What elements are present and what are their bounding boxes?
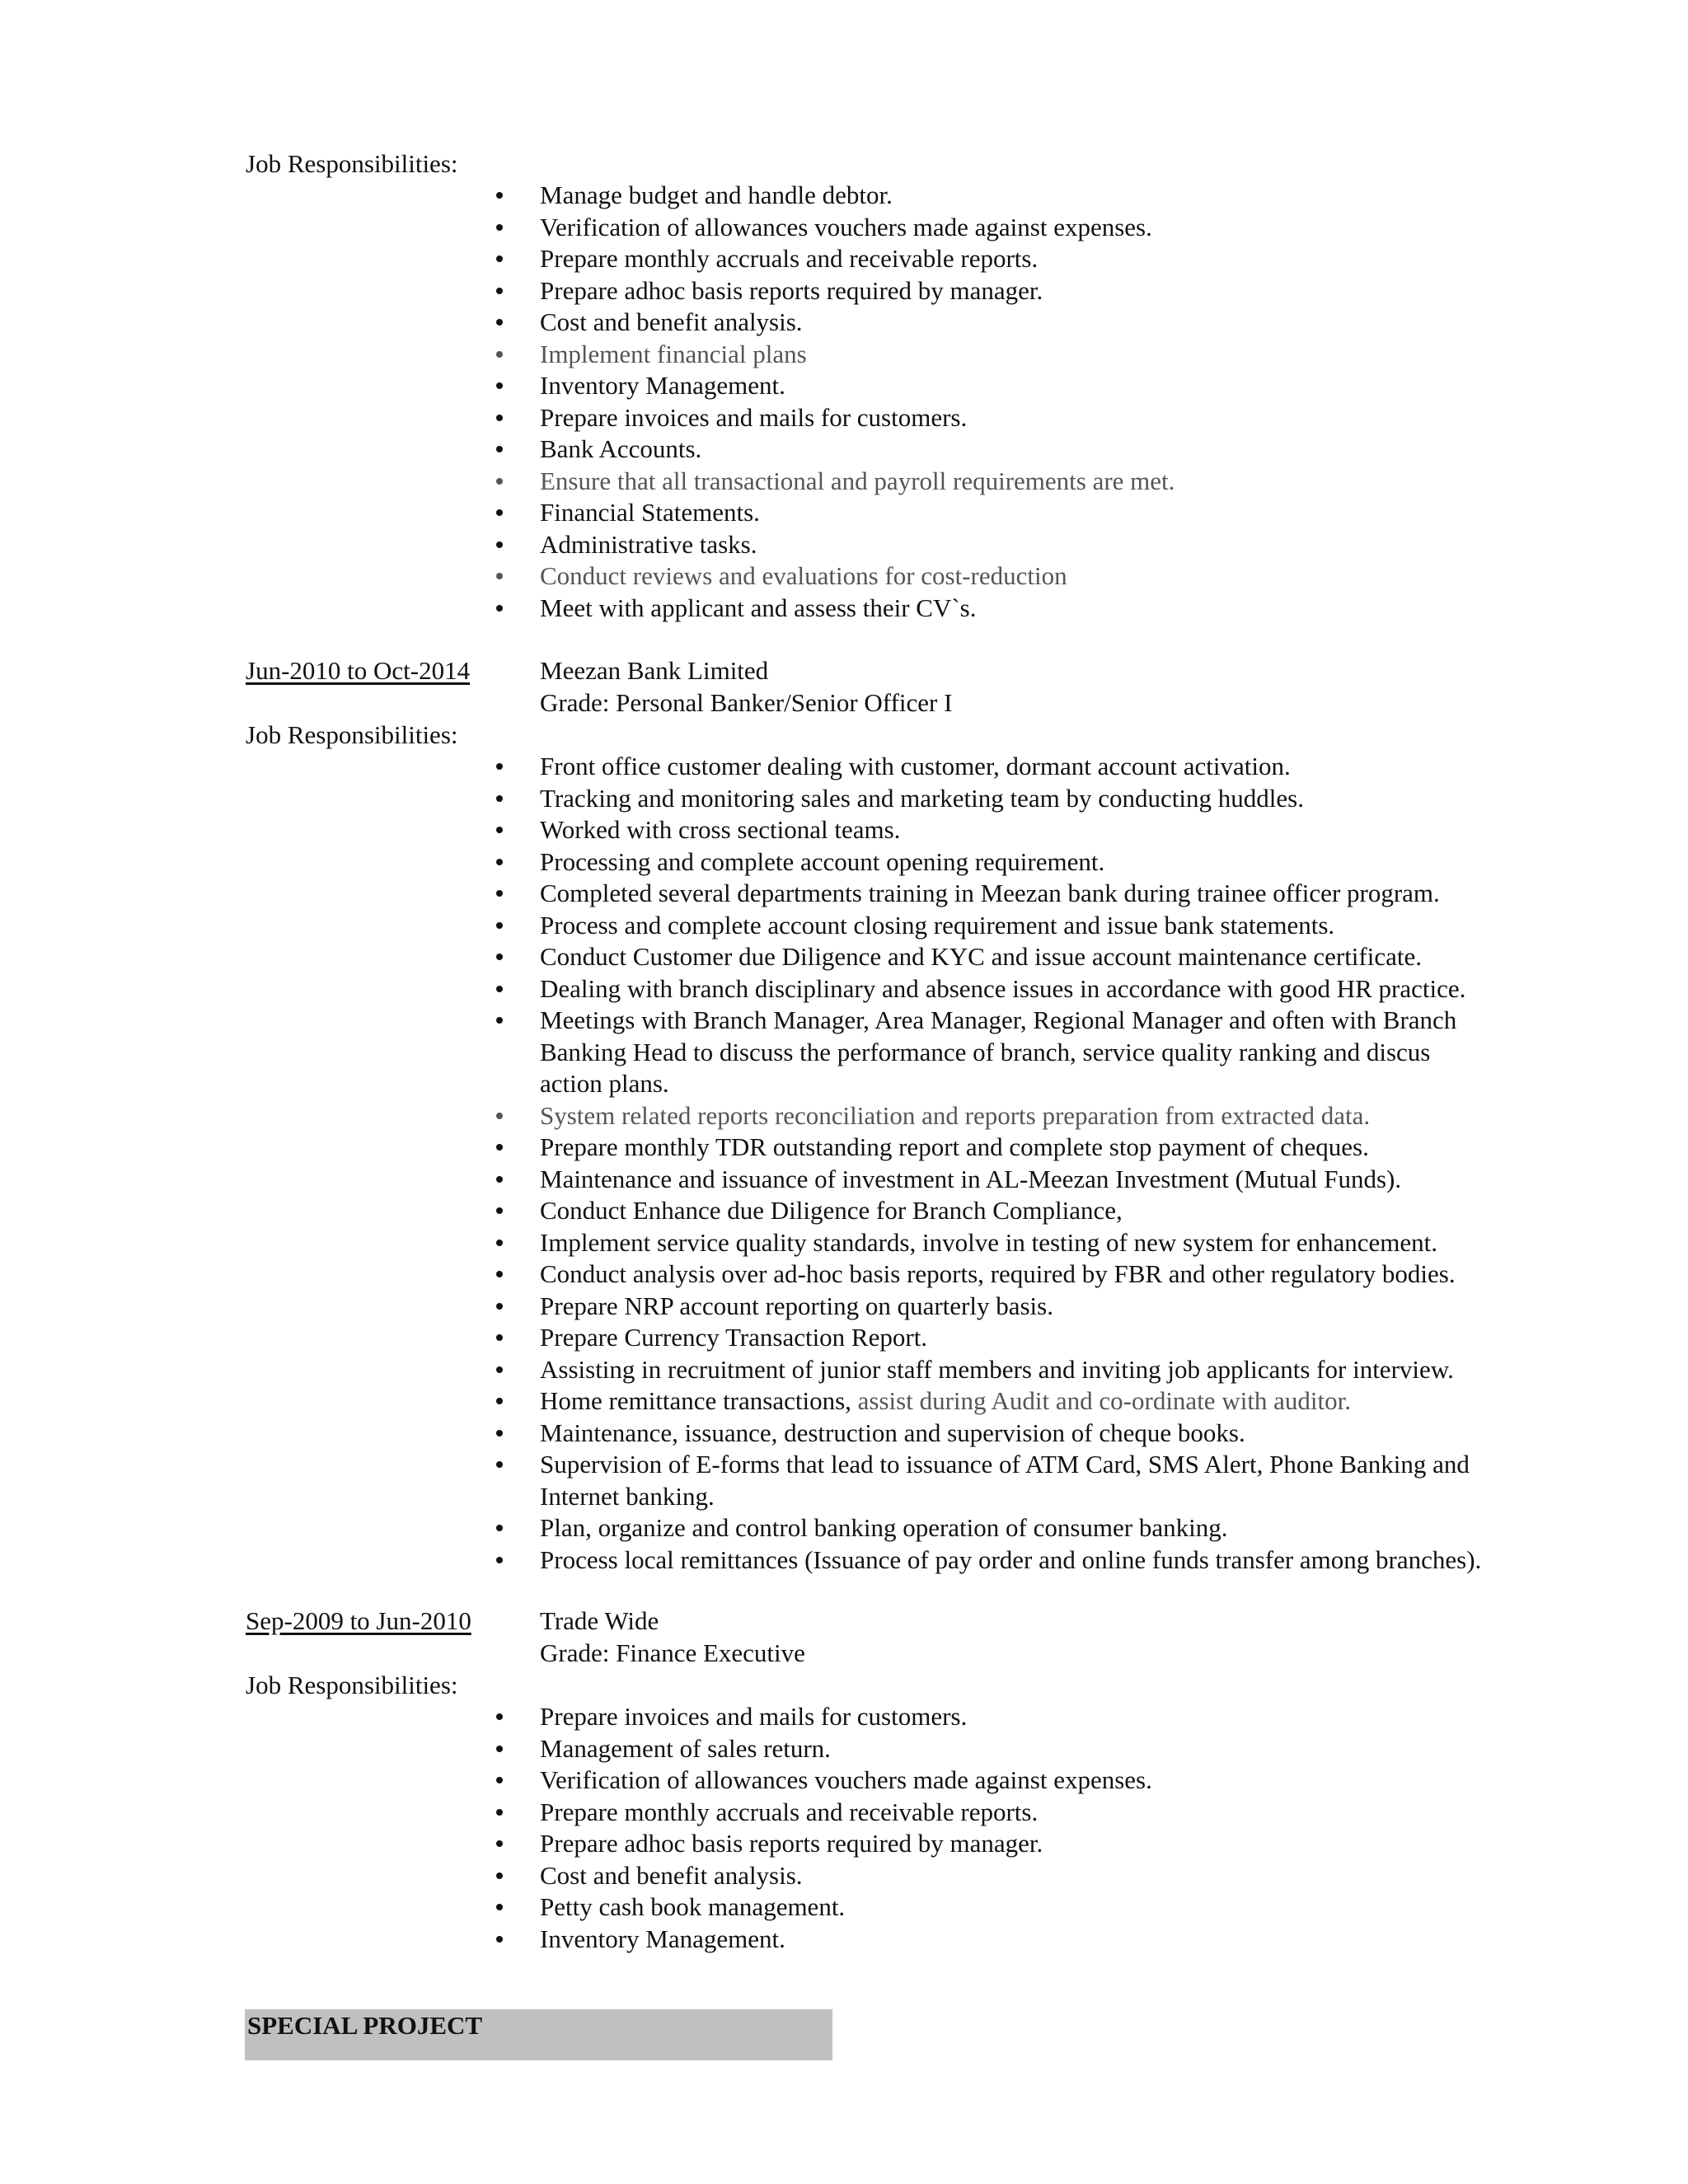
list-item-line: Meetings with Branch Manager, Area Manager, Regional Manager and often with Branch <box>540 1005 1457 1034</box>
list-item-line: Banking Head to discuss the performance of branch, service quality ranking and discus <box>540 1037 1431 1066</box>
list-item: Implement financial plans <box>0 339 1688 371</box>
list-item: Prepare monthly TDR outstanding report and complete stop payment of cheques. <box>0 1132 1688 1164</box>
list-item: Worked with cross sectional teams. <box>0 814 1688 846</box>
list-item: Maintenance and issuance of investment in AL-Meezan Investment (Mutual Funds). <box>0 1164 1688 1196</box>
list-item: Conduct Enhance due Diligence for Branch Compliance, <box>0 1195 1688 1227</box>
employment-date: Jun-2010 to Oct-2014 <box>246 656 471 685</box>
list-item: Administrative tasks. <box>0 529 1688 561</box>
job-responsibilities-label: Job Responsibilities: <box>246 149 458 178</box>
list-item: Bank Accounts. <box>0 434 1688 466</box>
list-item: Meet with applicant and assess their CV`s. <box>0 593 1688 625</box>
list-item: Process local remittances (Issuance of pay order and online funds transfer among branches). <box>0 1544 1688 1577</box>
list-item: Management of sales return. <box>0 1733 1688 1765</box>
list-item: Cost and benefit analysis. <box>0 1860 1688 1892</box>
responsibility-list <box>0 751 1688 1576</box>
list-item: Conduct Customer due Diligence and KYC and issue account maintenance certificate. <box>0 941 1688 973</box>
list-item: Process and complete account closing requirement and issue bank statements. <box>0 910 1688 942</box>
list-item: Prepare invoices and mails for customers. <box>0 402 1688 434</box>
list-item: Prepare NRP account reporting on quarterly basis. <box>0 1291 1688 1323</box>
list-item: Inventory Management. <box>0 1924 1688 1956</box>
list-item <box>0 1005 1688 1100</box>
list-item: Cost and benefit analysis. <box>0 307 1688 339</box>
list-item: Prepare monthly accruals and receivable reports. <box>0 243 1688 275</box>
list-item: Manage budget and handle debtor. <box>0 180 1688 212</box>
list-item: Plan, organize and control banking operation of consumer banking. <box>0 1512 1688 1544</box>
list-item: Prepare adhoc basis reports required by manager. <box>0 1828 1688 1860</box>
special-project-header <box>245 2009 832 2060</box>
list-item: Verification of allowances vouchers made against expenses. <box>0 212 1688 244</box>
list-item: Prepare Currency Transaction Report. <box>0 1322 1688 1354</box>
list-item: Processing and complete account opening requirement. <box>0 846 1688 879</box>
list-item: Conduct analysis over ad-hoc basis reports, required by FBR and other regulatory bodies. <box>0 1258 1688 1291</box>
responsibility-list <box>0 1701 1688 1955</box>
list-item: Petty cash book management. <box>0 1891 1688 1924</box>
list-item: Verification of allowances vouchers made against expenses. <box>0 1765 1688 1797</box>
list-item: Dealing with branch disciplinary and absence issues in accordance with good HR practice. <box>0 973 1688 1005</box>
list-item-line: action plans. <box>540 1069 669 1098</box>
list-item: Tracking and monitoring sales and marketing team by conducting huddles. <box>0 783 1688 815</box>
list-item: Prepare adhoc basis reports required by manager. <box>0 275 1688 307</box>
responsibility-list <box>0 180 1688 624</box>
list-item-line: Supervision of E-forms that lead to issuance of ATM Card, SMS Alert, Phone Banking and <box>540 1450 1470 1479</box>
list-item: Assisting in recruitment of junior staff members and inviting job applicants for interview. <box>0 1354 1688 1386</box>
list-item: Maintenance, issuance, destruction and supervision of cheque books. <box>0 1418 1688 1450</box>
list-item: Prepare invoices and mails for customers. <box>0 1701 1688 1733</box>
list-item: Front office customer dealing with customer, dormant account activation. <box>0 751 1688 783</box>
company-name: Meezan Bank Limited <box>540 656 769 685</box>
list-item <box>0 1449 1688 1512</box>
section-title: SPECIAL PROJECT <box>247 2011 483 2040</box>
employment-date: Sep-2009 to Jun-2010 <box>246 1606 471 1635</box>
list-item-text: assist during Audit and co-ordinate with auditor. <box>857 1386 1352 1415</box>
company-name: Trade Wide <box>540 1606 659 1635</box>
list-item-text: Home remittance transactions, <box>540 1386 851 1415</box>
job-grade: Grade: Personal Banker/Senior Officer I <box>540 688 953 717</box>
list-item: System related reports reconciliation and reports preparation from extracted data. <box>0 1100 1688 1132</box>
job-responsibilities-label: Job Responsibilities: <box>246 720 458 749</box>
list-item <box>0 1385 1688 1418</box>
list-item: Implement service quality standards, involve in testing of new system for enhancement. <box>0 1227 1688 1259</box>
list-item: Completed several departments training in Meezan bank during trainee officer program. <box>0 878 1688 910</box>
job-grade: Grade: Finance Executive <box>540 1638 805 1667</box>
list-item: Financial Statements. <box>0 497 1688 529</box>
list-item: Ensure that all transactional and payroll requirements are met. <box>0 466 1688 498</box>
list-item: Prepare monthly accruals and receivable reports. <box>0 1797 1688 1829</box>
list-item: Conduct reviews and evaluations for cost-reduction <box>0 560 1688 593</box>
list-item-line: Internet banking. <box>540 1481 715 1511</box>
job-responsibilities-label: Job Responsibilities: <box>246 1671 458 1699</box>
list-item: Inventory Management. <box>0 370 1688 402</box>
